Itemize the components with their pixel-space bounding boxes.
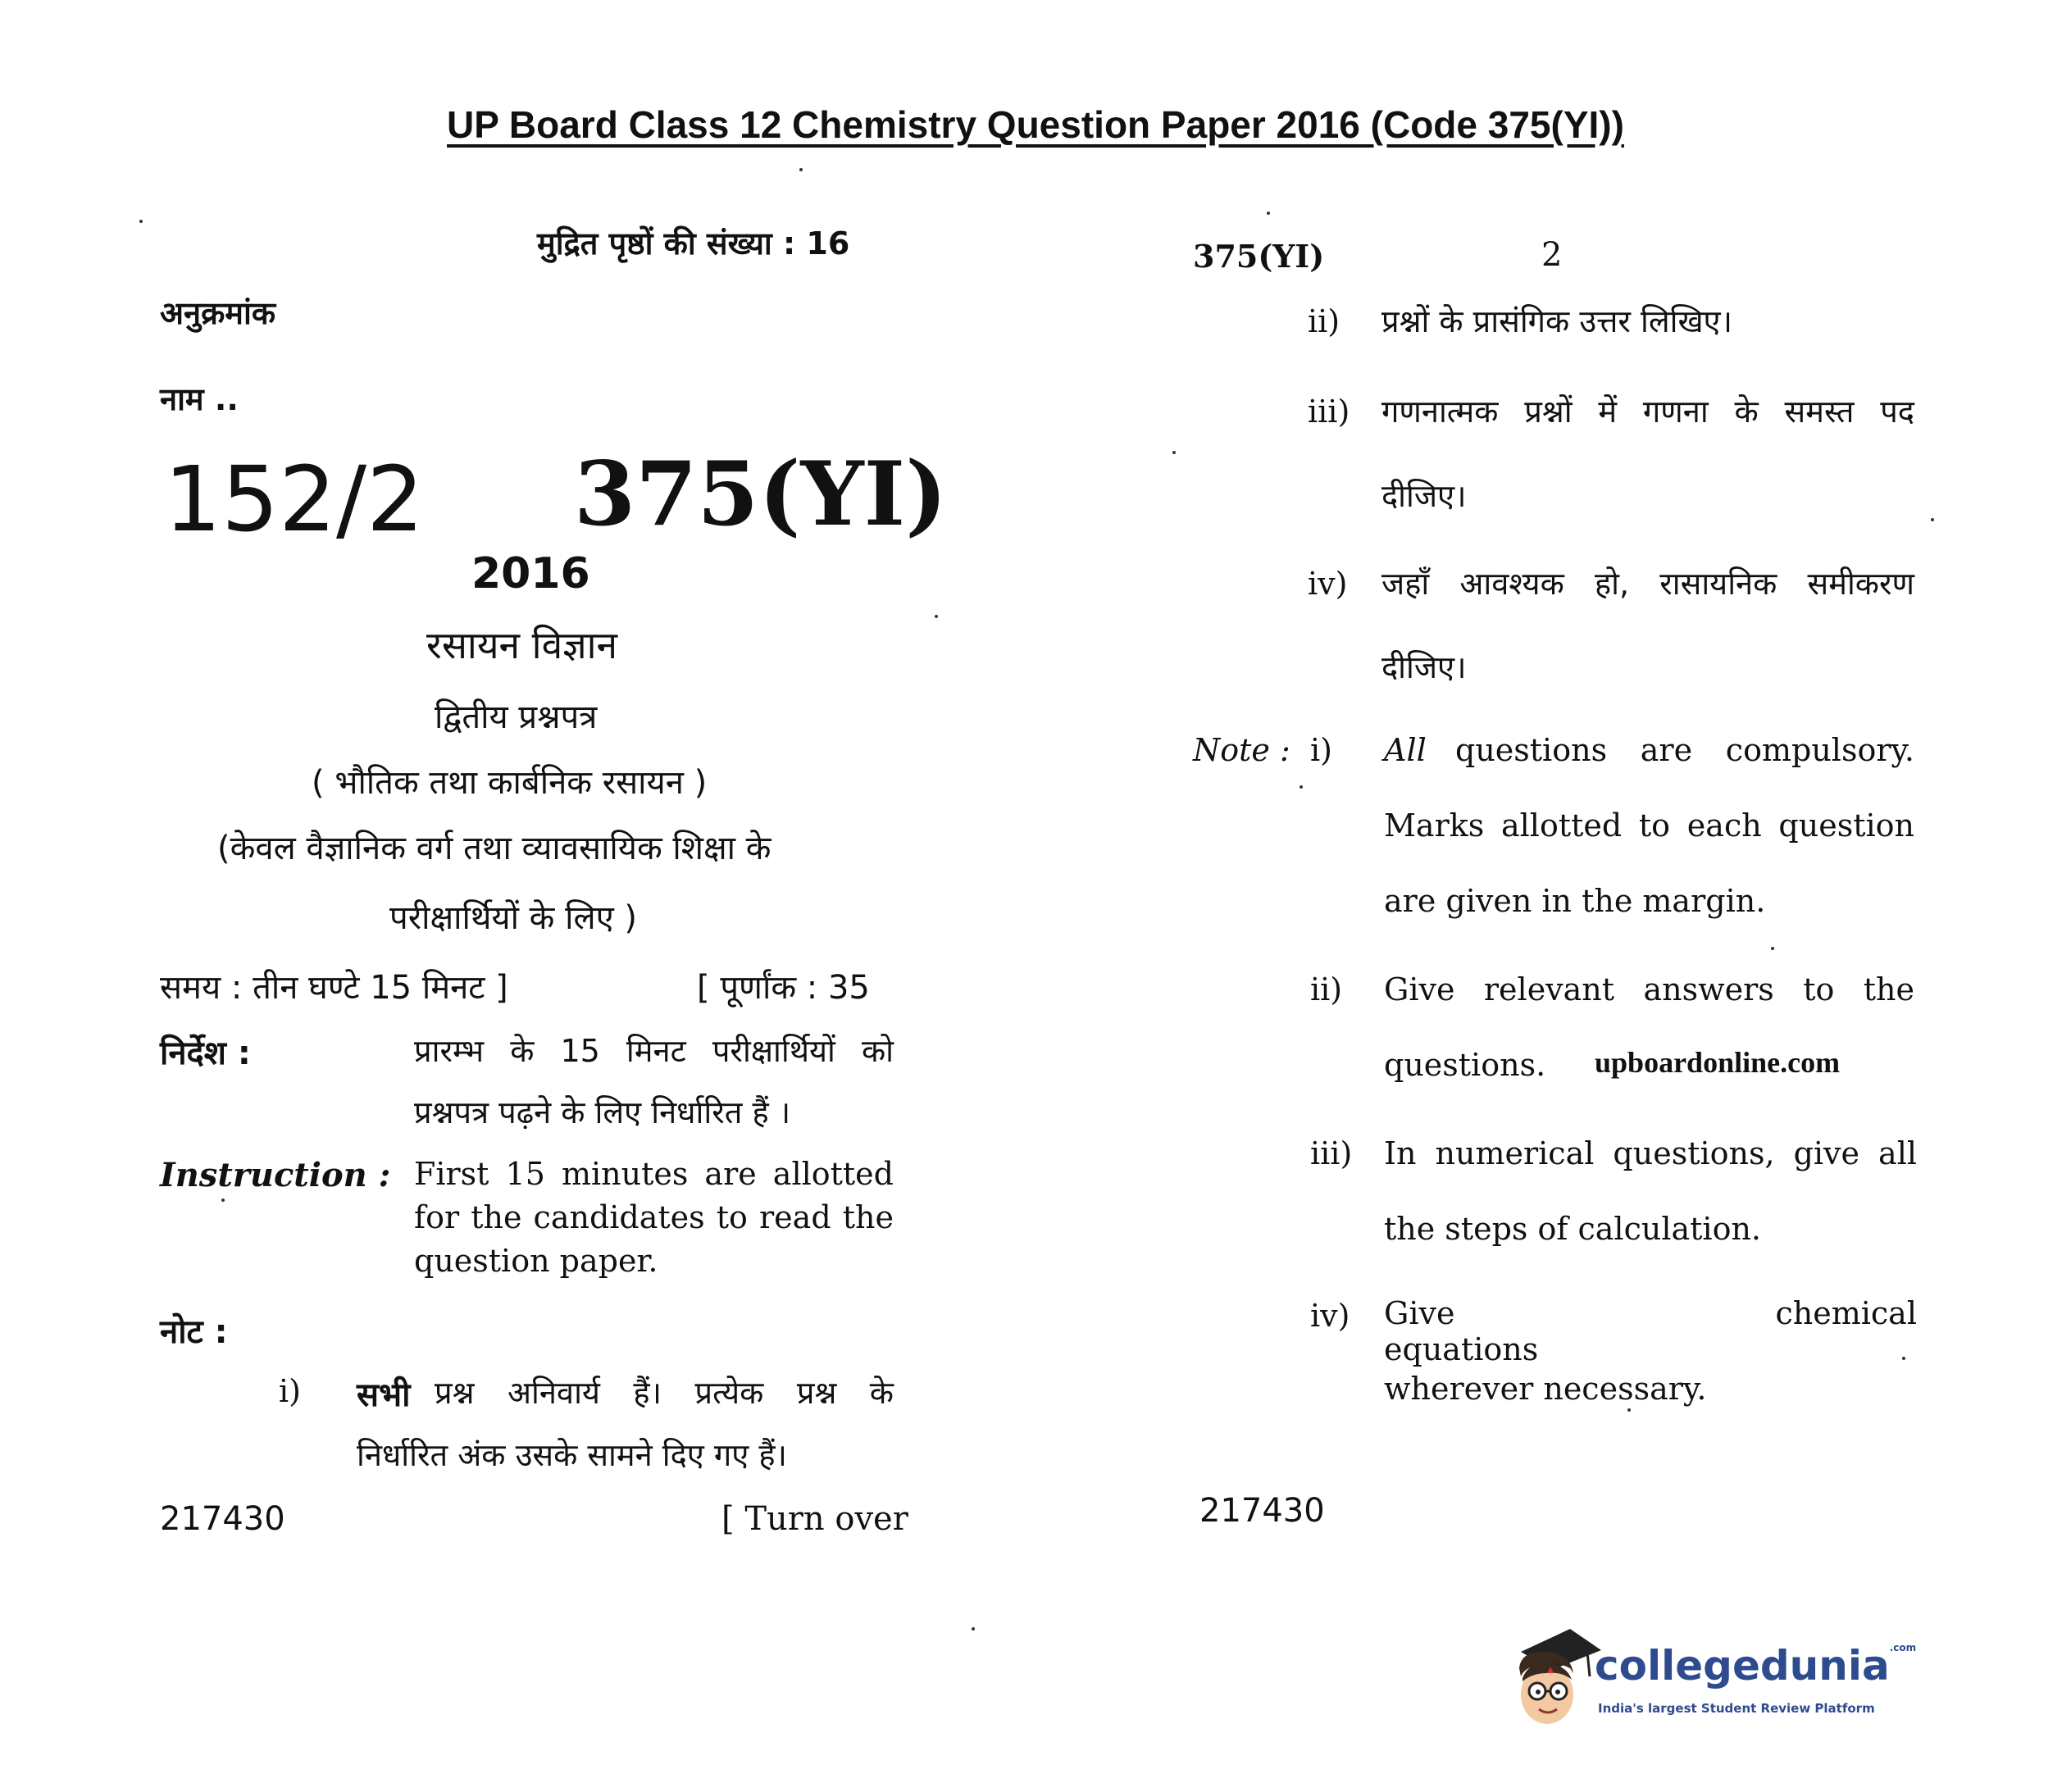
exam-time: समय : तीन घण्टे 15 मिनट ] xyxy=(160,969,508,1007)
printed-pages: मुद्रित पृष्ठों की संख्या : 16 xyxy=(537,225,850,262)
hi-item-ii-number: ii) xyxy=(1308,303,1340,339)
note-label-english: Note : xyxy=(1193,732,1290,768)
en-item-iv-line-1: Give chemical equations xyxy=(1384,1295,1917,1367)
instruction-line-1: First 15 minutes are allotted xyxy=(414,1156,894,1192)
maximum-marks: [ पूर्णांक : 35 xyxy=(697,969,870,1007)
collegedunia-logo xyxy=(1504,1619,1917,1742)
watermark-text: upboardonline.com xyxy=(1595,1046,1841,1079)
hi-item-iv-line-1: जहाँ आवश्यक हो, रासायनिक समीकरण xyxy=(1381,566,1914,602)
en-item-i-line-1: questions are compulsory. xyxy=(1455,732,1914,768)
logo-domain-suffix: .com xyxy=(1889,1642,1917,1653)
paper-code-left: 152/2 xyxy=(164,447,425,552)
logo-tagline: India's largest Student Review Platform xyxy=(1598,1701,1875,1716)
paper-code-right: 375(YI) xyxy=(574,443,948,546)
en-item-ii-line-1: Give relevant answers to the xyxy=(1384,971,1914,1007)
en-item-iii-line-1: In numerical questions, give all xyxy=(1384,1135,1917,1171)
en-item-iii-number: iii) xyxy=(1310,1135,1353,1171)
page-number: 2 xyxy=(1541,236,1563,274)
paper-number: द्वितीय प्रश्नपत्र xyxy=(435,698,598,736)
direction-line-2: प्रश्नपत्र पढ़ने के लिए निर्धारित हैं । xyxy=(414,1094,791,1130)
logo-name: collegedunia xyxy=(1595,1642,1890,1690)
paper-branch: ( भौतिक तथा कार्बनिक रसायन ) xyxy=(312,764,708,802)
audience-line-1: (केवल वैज्ञानिक वर्ग तथा व्यावसायिक शिक्षा के xyxy=(217,830,772,867)
hi-item-iv-number: iv) xyxy=(1308,566,1348,602)
en-item-i-lead: All xyxy=(1384,732,1427,768)
note-label-hindi: नोट : xyxy=(160,1313,228,1351)
en-item-i-number: i) xyxy=(1310,732,1332,768)
hi-item-iii-number: iii) xyxy=(1308,393,1350,430)
name-label: नाम .. xyxy=(160,381,239,417)
hi-item-iii-line-2: दीजिए। xyxy=(1381,478,1467,514)
turn-over-label: [ Turn over xyxy=(721,1500,908,1538)
document-title: UP Board Class 12 Chemistry Question Paper 2016 (Code 375(YI)) xyxy=(447,103,1624,146)
roll-number-label: अनुक्रमांक xyxy=(160,295,276,331)
left-footer-code: 217430 xyxy=(160,1500,285,1538)
en-item-iv-line-2: wherever necessary. xyxy=(1384,1371,1707,1407)
en-item-iii-line-2: the steps of calculation. xyxy=(1384,1211,1762,1247)
en-item-i-line-3: are given in the margin. xyxy=(1384,883,1766,919)
right-footer-code: 217430 xyxy=(1199,1492,1325,1530)
subject-name: रसायन विज्ञान xyxy=(426,623,618,667)
instruction-line-3: question paper. xyxy=(414,1243,658,1279)
hi-item-iii-line-1: गणनात्मक प्रश्नों में गणना के समस्त पद xyxy=(1381,393,1914,430)
en-item-ii-number: ii) xyxy=(1310,971,1343,1007)
instruction-line-2: for the candidates to read the xyxy=(414,1199,894,1235)
en-item-ii-line-2: questions. xyxy=(1384,1047,1546,1083)
en-item-i-line-2: Marks allotted to each question xyxy=(1384,807,1914,844)
exam-year: 2016 xyxy=(471,549,590,598)
note-i-line-1: प्रश्न अनिवार्य हैं। प्रत्येक प्रश्न के xyxy=(435,1375,894,1411)
hi-item-ii-line-1: प्रश्नों के प्रासंगिक उत्तर लिखिए। xyxy=(1381,303,1732,339)
audience-line-2: परीक्षार्थियों के लिए ) xyxy=(389,899,638,937)
instruction-label: Instruction : xyxy=(160,1156,391,1194)
direction-label: निर्देश : xyxy=(160,1035,251,1072)
en-item-iv-number: iv) xyxy=(1310,1298,1350,1334)
student-mascot-icon xyxy=(1504,1619,1603,1742)
note-i-line-2: निर्धारित अंक उसके सामने दिए गए हैं। xyxy=(357,1437,787,1473)
direction-line-1: प्रारम्भ के 15 मिनट परीक्षार्थियों को xyxy=(414,1033,894,1069)
right-header-code: 375(YI) xyxy=(1193,238,1325,275)
hi-item-iv-line-2: दीजिए। xyxy=(1381,649,1467,685)
note-i-bold: सभी xyxy=(357,1376,411,1414)
note-i-number: i) xyxy=(279,1373,301,1409)
